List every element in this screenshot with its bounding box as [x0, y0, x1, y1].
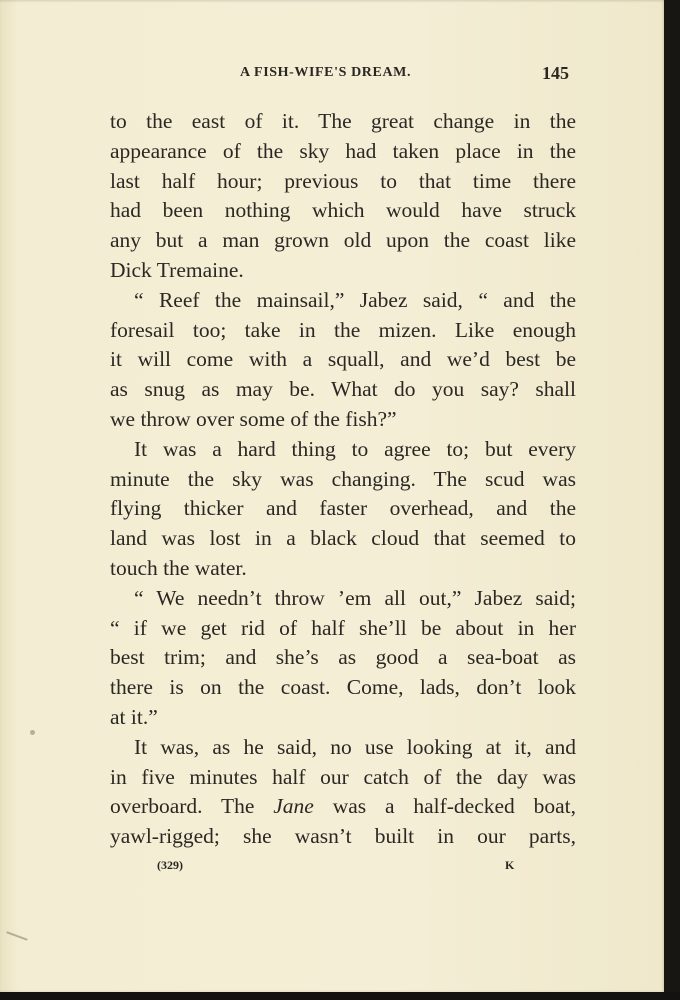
- text-line: flying thicker and faster overhead, and the: [110, 496, 576, 521]
- text-line: in five minutes half our catch of the day was: [110, 764, 576, 789]
- paper-speck: [30, 730, 35, 735]
- text-line: [110, 792, 576, 822]
- paper-crease-mark: [6, 931, 27, 940]
- printer-signature-number: (329): [157, 858, 183, 872]
- text-line: had been nothing which would have struck: [110, 198, 576, 223]
- text-line: yawl-rigged; she wasn’t built in our parts,: [110, 824, 576, 849]
- text-line: It was a hard thing to agree to; but every: [134, 436, 576, 461]
- text-line: it will come with a squall, and we’d best be: [110, 347, 576, 372]
- text-line: last half hour; previous to that time there: [110, 168, 576, 193]
- body-text: [110, 107, 576, 852]
- page-number: 145: [542, 63, 569, 83]
- text-line: “ We needn’t throw ’em all out,” Jabez said;: [134, 585, 576, 610]
- running-head: A FISH-WIFE'S DREAM.: [240, 65, 412, 80]
- text-line: “ if we get rid of half she’ll be about in her: [110, 615, 576, 640]
- page-edge-shadow-bottom: [0, 992, 680, 1000]
- page-edge-shadow-right: [664, 0, 680, 1000]
- text-line: any but a man grown old upon the coast like: [110, 228, 576, 253]
- text-line: appearance of the sky had taken place in the: [110, 138, 576, 163]
- text-line: as snug as may be. What do you say? shall: [110, 377, 576, 402]
- text-line: minute the sky was changing. The scud was: [110, 466, 576, 491]
- text-line: It was, as he said, no use looking at it, and: [134, 734, 576, 759]
- boat-name-italic: Jane: [273, 794, 314, 819]
- text-fragment: was a half-decked boat,: [332, 794, 577, 819]
- text-line: at it.”: [110, 704, 158, 729]
- text-line: “ Reef the mainsail,” Jabez said, “ and the: [134, 287, 576, 312]
- text-line: to the east of it. The great change in the: [110, 109, 576, 133]
- text-line: best trim; and she’s as good a sea-boat as: [110, 645, 576, 670]
- text-line: there is on the coast. Come, lads, don’t look: [110, 675, 576, 700]
- text-line: foresail too; take in the mizen. Like enough: [110, 317, 576, 342]
- text-line: land was lost in a black cloud that seemed to: [110, 526, 576, 551]
- text-line: touch the water.: [110, 555, 247, 580]
- text-line: we throw over some of the fish?”: [110, 406, 397, 431]
- gathering-signature-mark: K: [505, 858, 515, 872]
- text-fragment: overboard. The: [110, 794, 255, 819]
- text-line: Dick Tremaine.: [110, 257, 244, 282]
